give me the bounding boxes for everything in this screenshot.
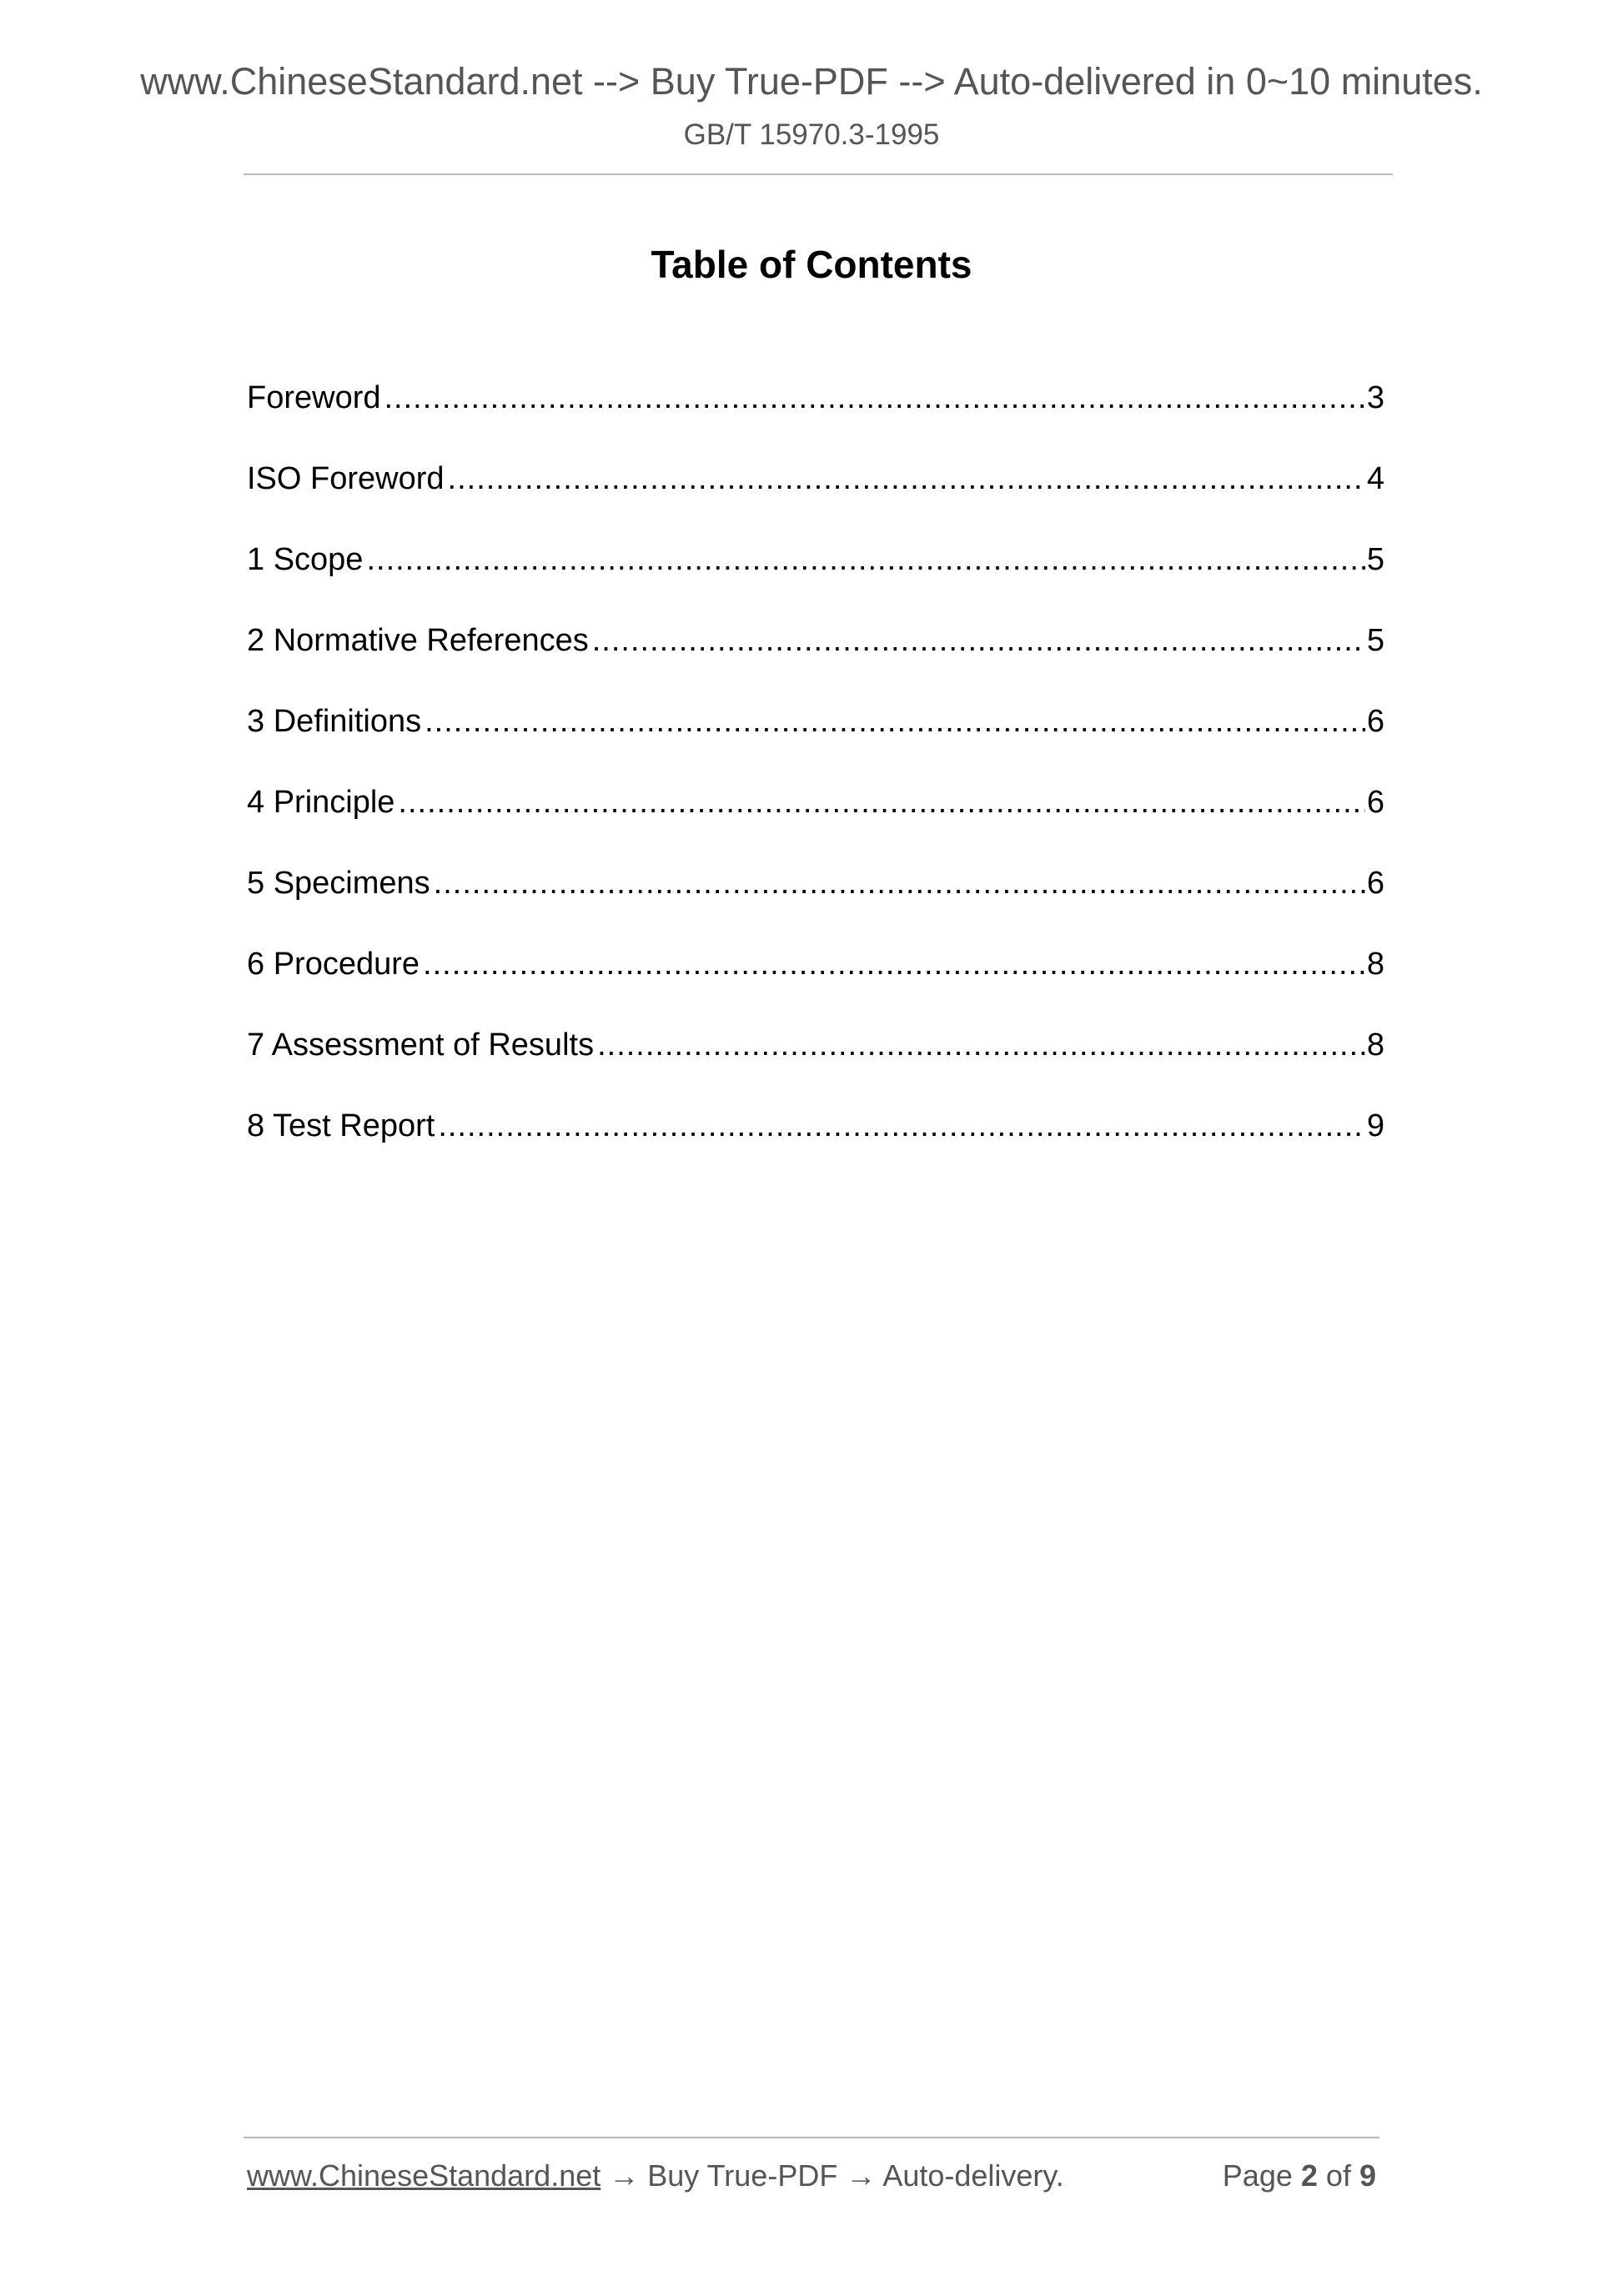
toc-entry-label: 5 Specimens [247,866,430,901]
toc-entry-principle[interactable] [247,785,1384,866]
toc-entry-specimens[interactable] [247,866,1384,947]
toc-dot-leader [434,866,1365,902]
footer-site-link[interactable]: www.ChineseStandard.net [247,2158,601,2193]
toc-entry-label: 8 Test Report [247,1108,435,1143]
toc-dot-leader [438,1108,1365,1144]
toc-entry-label: 1 Scope [247,542,364,577]
header-divider [244,173,1393,175]
toc-title: Table of Contents [651,243,972,286]
toc-entry-label: 4 Principle [247,785,395,820]
toc-entry-iso-foreword[interactable] [247,461,1384,542]
toc-dot-leader [384,380,1365,416]
toc-entry-page: 6 [1366,704,1384,739]
of-label: of [1325,2158,1351,2193]
toc-entry-test-report[interactable] [247,1108,1384,1189]
toc-entry-page: 8 [1366,947,1384,982]
current-page-number: 2 [1300,2158,1318,2193]
footer-promo [247,2158,1064,2193]
toc-entry-page: 5 [1366,542,1384,577]
page-indicator [1223,2158,1376,2193]
toc-entry-label: 6 Procedure [247,947,420,982]
footer-divider [244,2137,1379,2138]
toc-dot-leader [592,623,1365,659]
toc-list [247,380,1384,1189]
toc-dot-leader [423,947,1365,982]
toc-dot-leader [448,461,1365,497]
toc-dot-leader [398,785,1364,821]
toc-entry-label: 7 Assessment of Results [247,1027,595,1063]
toc-entry-page: 9 [1366,1108,1384,1143]
toc-entry-scope[interactable] [247,542,1384,623]
toc-entry-page: 5 [1366,623,1384,658]
footer-tagline: → Buy True-PDF → Auto-delivery. [600,2158,1064,2193]
toc-dot-leader [366,542,1364,578]
toc-entry-page: 8 [1366,1027,1384,1063]
toc-entry-page: 6 [1366,866,1384,901]
toc-entry-assessment-of-results[interactable] [247,1027,1384,1108]
toc-entry-definitions[interactable] [247,704,1384,785]
total-pages-number: 9 [1359,2158,1376,2193]
toc-entry-normative-references[interactable] [247,623,1384,704]
toc-dot-leader [425,704,1365,740]
toc-dot-leader [597,1027,1365,1063]
toc-entry-procedure[interactable] [247,947,1384,1027]
header-banner: www.ChineseStandard.net --> Buy True-PDF --> Auto-delivered in 0~10 minutes. [140,60,1483,103]
page-label: Page [1222,2158,1293,2193]
toc-entry-label: ISO Foreword [247,461,445,496]
toc-entry-label: 3 Definitions [247,704,422,739]
standard-number: GB/T 15970.3-1995 [683,118,940,151]
toc-entry-label: 2 Normative References [247,623,589,658]
toc-entry-page: 3 [1366,380,1384,415]
toc-entry-page: 4 [1366,461,1384,496]
toc-entry-page: 6 [1366,785,1384,820]
toc-entry-label: Foreword [247,380,381,415]
toc-entry-foreword[interactable] [247,380,1384,461]
